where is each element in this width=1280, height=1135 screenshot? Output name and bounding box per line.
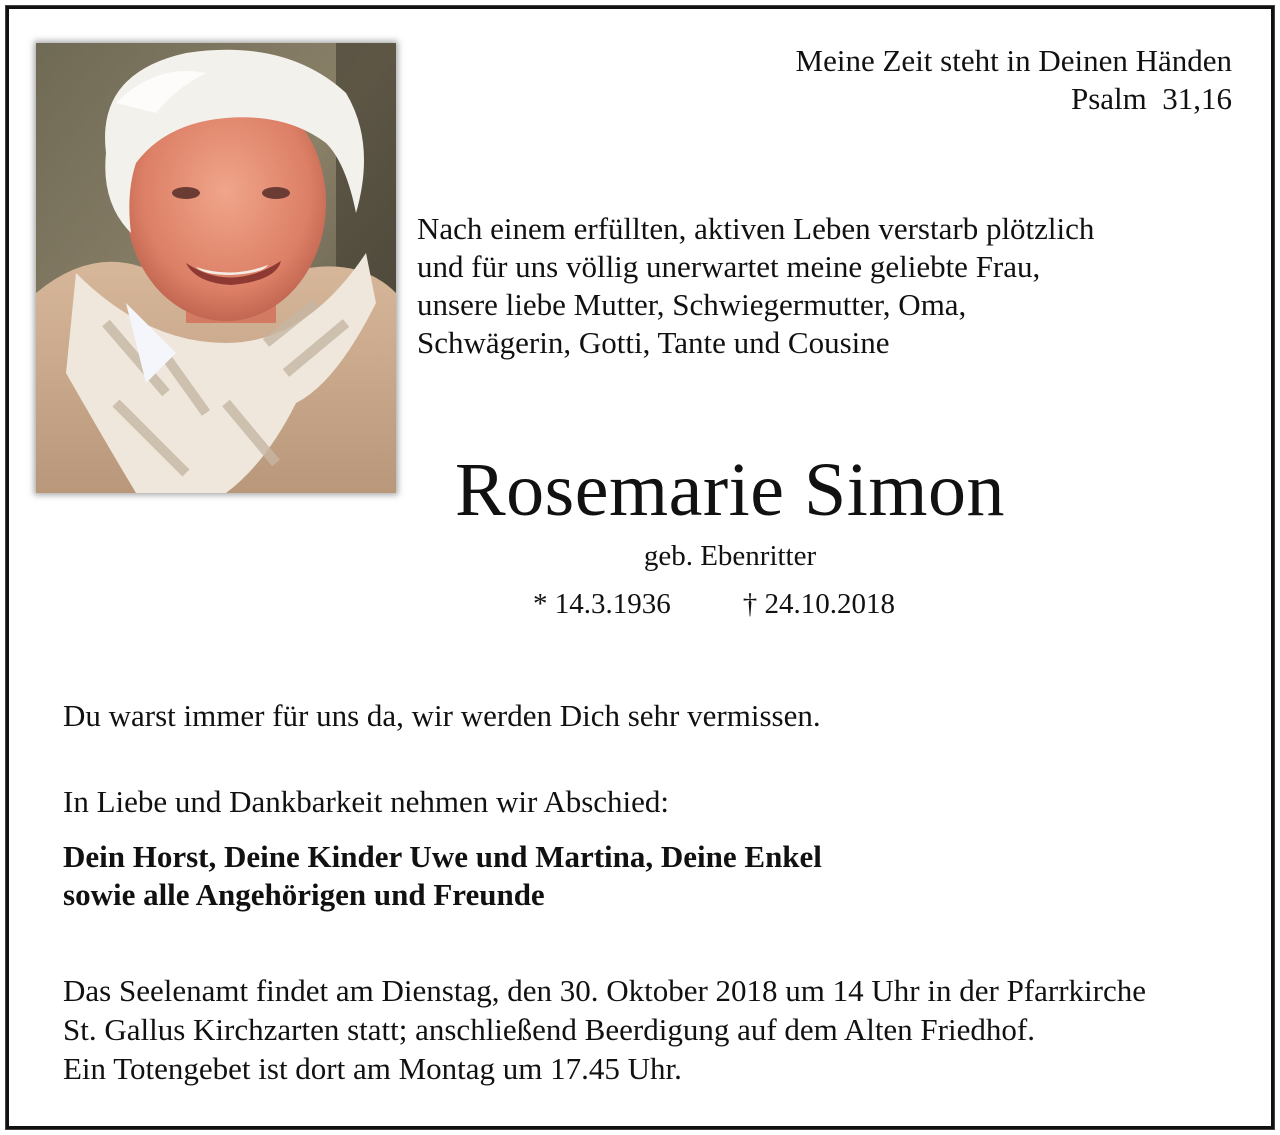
mourners-line: sowie alle Angehörigen und Freunde (63, 877, 545, 912)
intro-line: und für uns völlig unerwartet meine geliebte Frau, (417, 249, 1041, 284)
psalm-quote (796, 42, 1232, 118)
deceased-name: Rosemarie Simon (454, 448, 1005, 532)
service-line: St. Gallus Kirchzarten statt; anschließend Beerdigung auf dem Alten Friedhof. (63, 1012, 1035, 1047)
quote-reference: Psalm 31,16 (1070, 81, 1232, 116)
service-line: Ein Totengebet ist dort am Montag um 17.45 Uhr. (63, 1051, 682, 1086)
death-date: † 24.10.2018 (742, 588, 895, 620)
life-dates (533, 584, 895, 624)
birth-date: * 14.3.1936 (533, 588, 671, 620)
intro-line: Nach einem erfüllten, aktiven Leben verstarb plötzlich (417, 211, 1095, 246)
farewell-text: In Liebe und Dankbarkeit nehmen wir Abschied: (63, 784, 670, 819)
message-text: Du warst immer für uns da, wir werden Dich sehr vermissen. (63, 698, 821, 733)
quote-text: Meine Zeit steht in Deinen Händen (795, 43, 1232, 78)
intro-text (417, 210, 1094, 362)
maiden-name: geb. Ebenritter (643, 540, 817, 572)
intro-line: Schwägerin, Gotti, Tante und Cousine (417, 325, 890, 360)
mourners-line: Dein Horst, Deine Kinder Uwe und Martina, Deine Enkel (63, 839, 822, 874)
portrait-photo (36, 43, 396, 493)
service-line: Das Seelenamt findet am Dienstag, den 30. Oktober 2018 um 14 Uhr in der Pfarrkirche (63, 973, 1146, 1008)
intro-line: unsere liebe Mutter, Schwiegermutter, Oma, (417, 287, 967, 322)
